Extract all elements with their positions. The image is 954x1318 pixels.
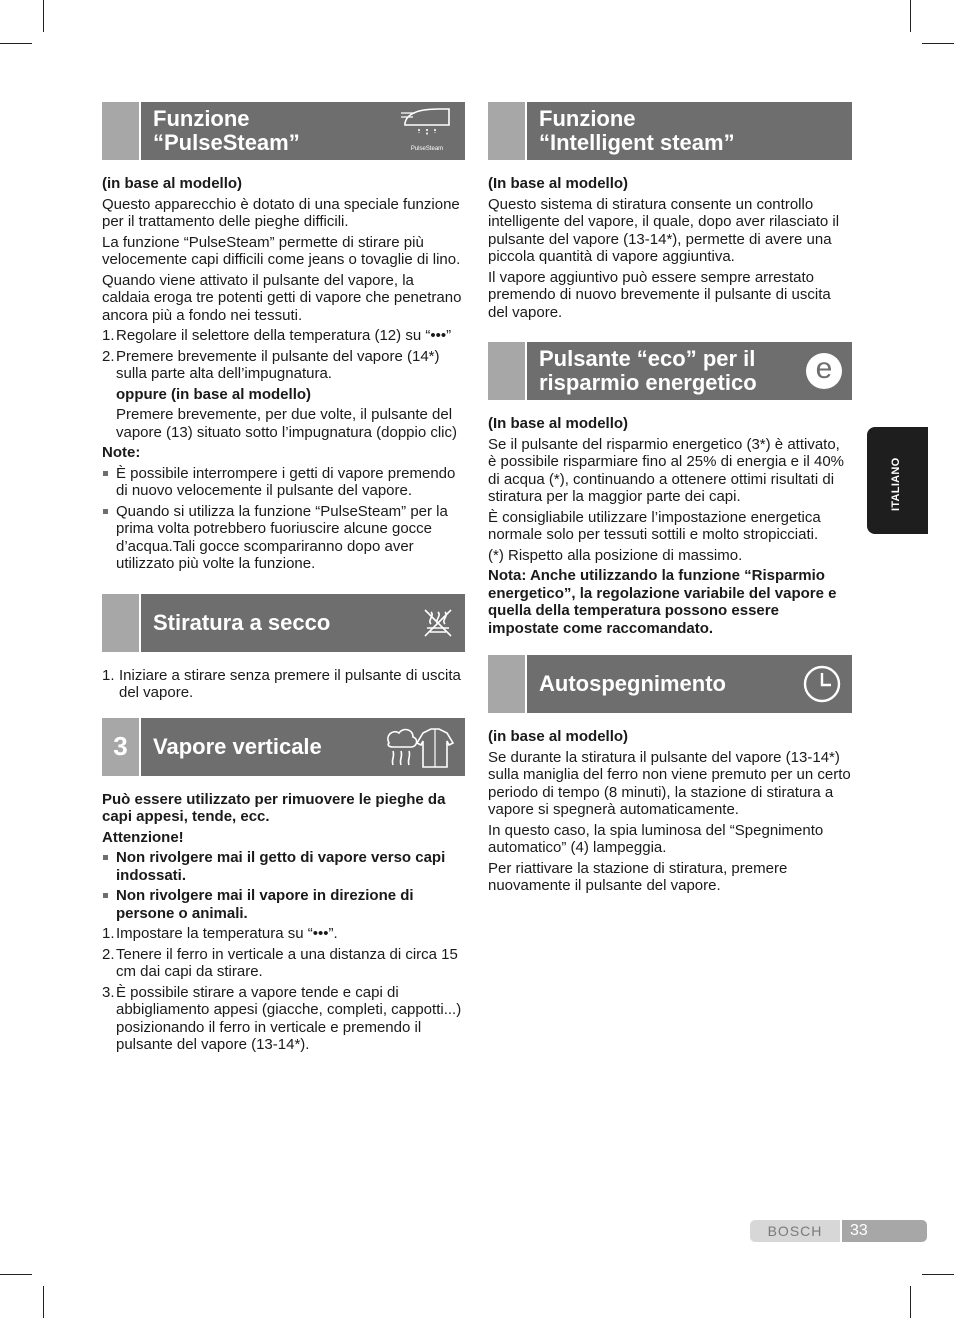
list-item: Non rivolgere mai il getto di vapore verso capi indossati. <box>102 849 465 884</box>
section-bar <box>141 594 465 652</box>
warn-label: Attenzione! <box>102 828 184 846</box>
crop-mark <box>922 43 954 44</box>
warnings-list <box>102 849 465 922</box>
clock-icon <box>802 664 842 704</box>
page-number: 33 <box>842 1220 927 1242</box>
section-tab <box>102 102 139 160</box>
right-column <box>488 102 852 898</box>
list-item <box>102 348 465 383</box>
notes-list <box>102 465 465 573</box>
step-text: Impostare la temperatura su “•••”. <box>116 925 338 942</box>
model-note: (In base al modello) <box>488 415 629 432</box>
list-item <box>102 327 465 345</box>
crop-mark <box>910 0 911 32</box>
paragraph: Per riattivare la stazione di stiratura, premere nuovamente il pulsante del vapore. <box>488 859 788 894</box>
step-number: 1. <box>102 327 115 344</box>
crop-mark <box>0 1274 32 1275</box>
no-steam-icon <box>421 606 455 640</box>
section-bar <box>141 718 465 776</box>
section-tab <box>102 594 139 652</box>
model-note: (In base al modello) <box>488 175 629 192</box>
list-item <box>102 925 465 943</box>
step-number: 2. <box>102 347 115 365</box>
step-number: 1. <box>102 925 115 942</box>
section-header-dry <box>102 594 465 652</box>
title-line: “Intelligent steam” <box>539 130 735 155</box>
steps-list <box>102 327 465 383</box>
section-number: 3 <box>102 718 139 776</box>
model-note: (in base al modello) <box>488 728 629 745</box>
step-number: 1. <box>102 666 115 684</box>
crop-mark <box>43 1286 44 1318</box>
vertical-steam-icon <box>383 725 455 769</box>
paragraph: È consigliabile utilizzare l’impostazione energetica normale solo per tessuti sottili e molto stropicciati. <box>488 508 821 543</box>
steps-list <box>102 667 465 702</box>
list-item: Non rivolgere mai il vapore in direzione di persone o animali. <box>102 887 465 922</box>
paragraph: La funzione “PulseSteam” permette di stirare più velocemente capi difficili come jeans o tovaglie di lino. <box>102 233 461 268</box>
crop-mark <box>43 0 44 32</box>
paragraph: Se durante la stiratura il pulsante del vapore (13-14*) sulla maniglia del ferro non viene premuto per un certo periodo di tempo (8 minuti), la stazione di stiratura a vapore si spegnerà automaticamente. <box>488 748 851 818</box>
paragraph: Se il pulsante del risparmio energetico (3*) è attivato, è possibile risparmiare fino al 25% di energia e il 40% di acqua (*), continuando a ottenere ottimi risultati di stiratura per la maggior parte dei capi. <box>488 435 845 505</box>
list-item: Quando si utilizza la funzione “PulseSteam” per la prima volta potrebbero fuoriuscire alcune gocce d’acqua.Tali gocce scompariranno dopo aver utilizzato più volte la funzione. <box>102 503 465 573</box>
language-label: ITALIANO <box>890 457 902 511</box>
section-title: Stiratura a secco <box>153 609 331 635</box>
step-text: Premere brevemente il pulsante del vapore (14*) sulla parte alta dell’impugnatura. <box>116 347 440 382</box>
pulsesteam-icon <box>399 103 455 159</box>
title-line: “PulseSteam” <box>153 130 300 155</box>
paragraph: (*) Rispetto alla posizione di massimo. <box>488 546 743 564</box>
section-tab <box>488 342 525 400</box>
title-line: Pulsante “eco” per il <box>539 346 756 371</box>
step-text: Iniziare a stirare senza premere il pulsante di uscita del vapore. <box>119 666 461 701</box>
or-text: Premere brevemente, per due volte, il pulsante del vapore (13) situato sotto l’impugnatura (doppio clic) <box>116 406 458 441</box>
section-bar <box>141 102 465 160</box>
crop-mark <box>910 1286 911 1318</box>
steps-list <box>102 925 465 1054</box>
section-bar <box>527 102 852 160</box>
section-bar <box>527 342 852 400</box>
model-note: (in base al modello) <box>102 175 243 192</box>
or-label: oppure (in base al modello) <box>116 385 312 403</box>
step-number: 3. <box>102 983 115 1001</box>
eco-letter: e <box>815 352 833 385</box>
section-header-vertical <box>102 718 465 776</box>
paragraph: Questo sistema di stiratura consente un controllo intelligente del vapore, il quale, dopo aver rilasciato il pulsante del vapore (13-14*), permette di avere una piccola quantità di vapore aggiuntiva. <box>488 195 840 265</box>
section-title <box>153 107 300 155</box>
list-item <box>102 984 465 1054</box>
crop-mark <box>0 43 32 44</box>
section-title <box>539 107 735 155</box>
step-text: Tenere il ferro in verticale a una distanza di circa 15 cm dai capi da stirare. <box>116 945 458 980</box>
eco-note: Nota: Anche utilizzando la funzione “Risparmio energetico”, la regolazione variabile del vapore e quella della temperatura possono essere impostate come raccomandato. <box>488 567 837 637</box>
crop-mark <box>922 1274 954 1275</box>
title-line: risparmio energetico <box>539 370 757 395</box>
iron-steam-icon <box>399 103 455 145</box>
list-item: È possibile interrompere i getti di vapore premendo di nuovo velocemente il pulsante del vapore. <box>102 465 465 500</box>
section-header-auto <box>488 655 852 713</box>
step-text: Regolare il selettore della temperatura (12) su “•••” <box>116 327 452 344</box>
section-header-intelligent <box>488 102 852 160</box>
section-header-pulsesteam <box>102 102 465 160</box>
eco-icon <box>806 353 842 389</box>
section-title <box>539 347 757 395</box>
language-tab <box>867 427 928 534</box>
pulsesteam-caption: PulseSteam <box>410 146 444 153</box>
section-title: Vapore verticale <box>153 733 322 759</box>
list-item <box>102 667 465 702</box>
step-text: È possibile stirare a vapore tende e capi di abbigliamento appesi (giacche, completi, cappotti...) posizionando il ferro in verticale e premendo il pulsante del vapore (13-14*). <box>116 983 462 1053</box>
paragraph: Quando viene attivato il pulsante del vapore, la caldaia eroga tre potenti getti di vapore che penetrano ancora più a fondo nei tessuti. <box>102 271 462 324</box>
section-bar <box>527 655 852 713</box>
section-header-eco <box>488 342 852 400</box>
paragraph: Questo apparecchio è dotato di una speciale funzione per il trattamento delle pieghe difficili. <box>102 195 460 230</box>
title-line: Funzione <box>153 106 250 131</box>
step-number: 2. <box>102 945 115 963</box>
section-title: Autospegnimento <box>539 671 726 696</box>
section-tab <box>488 655 525 713</box>
paragraph: Il vapore aggiuntivo può essere sempre arrestato premendo di nuovo brevemente il pulsante di uscita del vapore. <box>488 268 831 321</box>
intro: Può essere utilizzato per rimuovere le pieghe da capi appesi, tende, ecc. <box>102 790 446 825</box>
title-line: Funzione <box>539 106 636 131</box>
paragraph: In questo caso, la spia luminosa del “Spegnimento automatico” (4) lampeggia. <box>488 821 824 856</box>
left-column <box>102 102 465 1057</box>
footer-brand: BOSCH <box>750 1220 840 1242</box>
list-item <box>102 946 465 981</box>
section-tab <box>488 102 525 160</box>
note-label: Note: <box>102 444 141 461</box>
